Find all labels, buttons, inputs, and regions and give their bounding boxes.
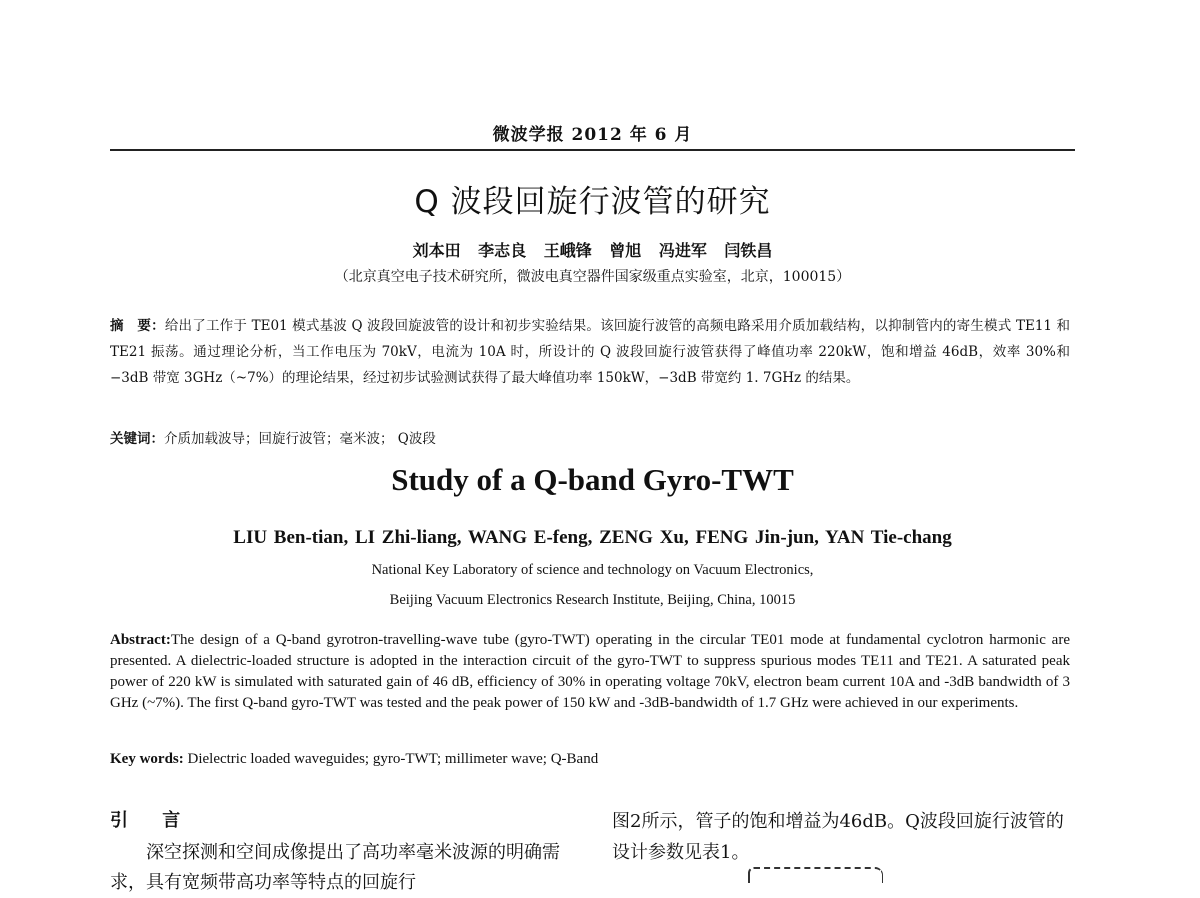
chinese-title: Q 波段回旋行波管的研究 — [414, 184, 771, 220]
chinese-abstract — [110, 313, 1070, 391]
english-abstract-label: Abstract: — [110, 632, 171, 648]
figure-fragment — [748, 867, 883, 883]
chinese-affiliation: （北京真空电子技术研究所，微波电真空器件国家级重点实验室，北京，100015） — [334, 269, 851, 285]
chinese-authors: 刘本田 李志良 王峨锋 曾旭 冯进军 闫铁昌 — [412, 241, 773, 260]
english-affiliation-line1: National Key Laboratory of science and technology on Vacuum Electronics, — [371, 562, 814, 578]
english-abstract-text: The design of a Q-band gyrotron-travelling-wave tube (gyro-TWT) operating in the circular TE01 mode at fundamental cyclotron harmonic are presented. A dielectric-loaded structure is adopted in the interaction circuit of the gyro-TWT to suppress spurious modes TE11 and TE21. A saturated peak power of 220 kW is simulated with saturated gain of 46 dB, efficiency of 30% in operating voltage 70kV, electron beam current 10A and -3dB bandwidth of 3 GHz (~7%). The first Q-band gyro-TWT was tested and the peak power of 150 kW and -3dB-bandwidth of 1.7 GHz were achieved in our experiments. — [110, 632, 1070, 711]
english-keywords-label: Key words: — [110, 751, 184, 767]
english-title: Study of a Q-band Gyro-TWT — [391, 462, 794, 497]
english-keywords-text: Dielectric loaded waveguides; gyro-TWT; millimeter wave; Q-Band — [183, 751, 599, 767]
introduction-heading: 引 言 — [110, 810, 195, 831]
english-authors: LIU Ben-tian, LI Zhi-liang, WANG E-feng, ZENG Xu, FENG Jin-jun, YAN Tie-chang — [233, 527, 952, 548]
english-affiliation-line2: Beijing Vacuum Electronics Research Institute, Beijing, China, 10015 — [389, 592, 796, 608]
chinese-keywords-text: 介质加载波导；回旋行波管；毫米波； Q波段 — [164, 431, 436, 447]
english-keywords — [110, 751, 1070, 768]
chinese-abstract-text: 给出了工作于 TE01 模式基波 Q 波段回旋波管的设计和初步实验结果。该回旋行波管的高频电路采用介质加载结构，以抑制管内的寄生模式 TE11 和 TE21 振荡。通过理论分析，当工作电压为 70kV，电流为 10A 时，所设计的 Q 波段回旋行波管获得了峰值功率 220kW，饱和增益 46dB，效率 30%和−3dB 带宽 3GHz（~7%）的理论结果，经过初步试验测试获得了最大峰值功率 150kW，−3dB 带宽约 1. 7GHz 的结果。 — [110, 318, 1070, 386]
chinese-keywords — [110, 427, 1070, 447]
journal-header: 微波学报 2012 年 6 月 — [492, 125, 693, 145]
header-rule — [110, 149, 1075, 151]
english-abstract — [110, 630, 1070, 714]
body-text-right: 图2所示，管子的饱和增益为46dB。Q波段回旋行波管的设计参数见表1。 — [612, 811, 1064, 863]
chinese-keywords-label: 关键词： — [110, 431, 164, 447]
chinese-abstract-label: 摘 要： — [110, 318, 165, 334]
introduction-body-left: 深空探测和空间成像提出了高功率毫米波源的明确需求，具有宽频带高功率等特点的回旋行 — [110, 842, 560, 893]
